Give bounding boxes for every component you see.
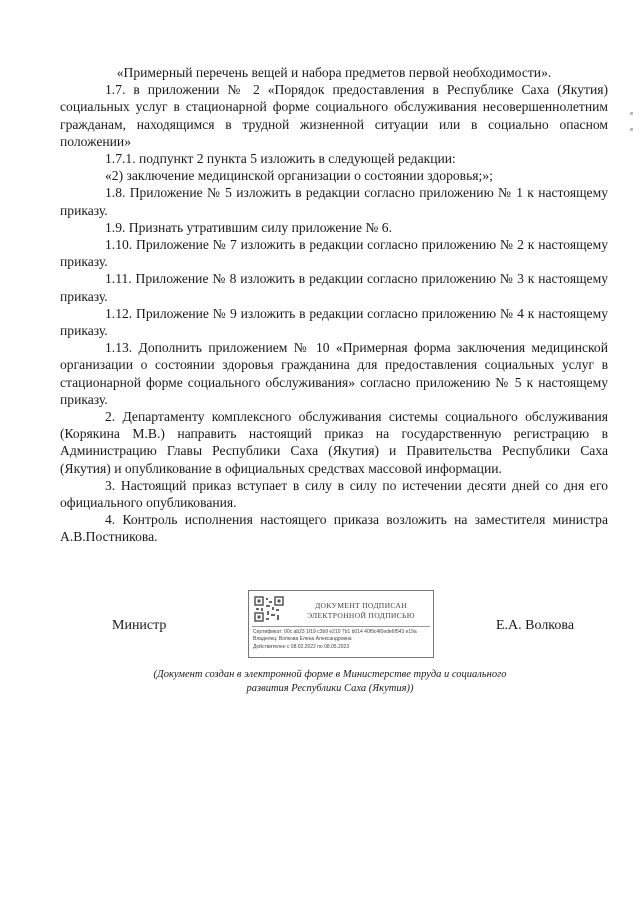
paragraph-1-12: 1.12. Приложение № 9 изложить в редакции согласно приложению № 4 к настоящему приказу.: [60, 305, 608, 339]
stamp-divider: [252, 626, 430, 627]
paragraph-1-10: 1.10. Приложение № 7 изложить в редакции согласно приложению № 2 к настоящему приказу.: [60, 237, 608, 270]
paragraph-4: 4. Контроль исполнения настоящего приказа возложить на заместителя министра А.В.Постникова.: [60, 512, 608, 545]
electronic-signature-stamp: [248, 590, 434, 658]
stamp-validity: Действителен с 08.02.2022 по 08.05.2023: [253, 644, 350, 650]
paragraph-1-9: 1.9. Признать утратившим силу приложение № 6.: [105, 219, 392, 235]
stamp-certificate: Сертификат: 00c ab23 1f19 c3b9 e210 7b1 b014 40f9c4f0ede6f543 e19a: [253, 629, 417, 635]
paragraph-list-title: «Примерный перечень вещей и набора предметов первой необходимости».: [116, 65, 552, 80]
paragraph-3: 3. Настоящий приказ вступает в силу в силу по истечении десяти дней со дня его официального опубликования.: [60, 477, 608, 511]
paragraph-1-7: 1.7. в приложении № 2 «Порядок предоставления в Республике Саха (Якутия) социальных услуг в стационарной форме социального обслуживания несовершеннолетним гражданам, находящимся в трудной жизненной ситуации или в социально опасном положении»: [60, 82, 608, 149]
paragraph-1-11: 1.11. Приложение № 8 изложить в редакции согласно приложению № 3 к настоящему приказу.: [60, 271, 608, 304]
paragraph-quote-2: «2) заключение медицинской организации о состоянии здоровья;»;: [105, 168, 493, 184]
signature-block: [0, 590, 640, 670]
stamp-owner: Владелец: Волкова Елена Александровна: [253, 636, 352, 642]
paragraph-2: 2. Департаменту комплексного обслуживания системы социального обслуживания (Корякина М.В.) направить настоящий приказ на государственную регистрацию в Администрацию Главы Республики Саха (Якутия) и Правительства Республики Саха (Якутия) и опубликование в официальных средствах массовой информации.: [60, 409, 608, 476]
scan-edge-mark: [630, 112, 633, 115]
paragraph-1-8: 1.8. Приложение № 5 изложить в редакции согласно приложению № 1 к настоящему приказу.: [60, 185, 608, 218]
signer-name: Е.А. Волкова: [496, 618, 575, 633]
qr-code-icon: [254, 596, 284, 622]
stamp-title: [289, 601, 433, 621]
footer-note: (Документ создан в электронной форме в Министерстве труда и социального развития Республики Саха (Якутия)): [153, 669, 507, 694]
paragraph-1-13: 1.13. Дополнить приложением № 10 «Примерная форма заключения медицинской организации о состоянии здоровья гражданина для предоставления социальных услуг в стационарной форме социального обслуживания» согласно приложению № 5 к настоящему приказу.: [60, 340, 608, 407]
signer-position: Министр: [112, 618, 167, 633]
stamp-title-line1: ДОКУМЕНТ ПОДПИСАН: [315, 601, 407, 610]
paragraph-1-7-1: 1.7.1. подпункт 2 пункта 5 изложить в следующей редакции:: [105, 151, 456, 167]
stamp-title-line2: ЭЛЕКТРОННОЙ ПОДПИСЬЮ: [307, 611, 415, 620]
scan-edge-mark: [630, 128, 633, 131]
document-body: [60, 64, 608, 546]
